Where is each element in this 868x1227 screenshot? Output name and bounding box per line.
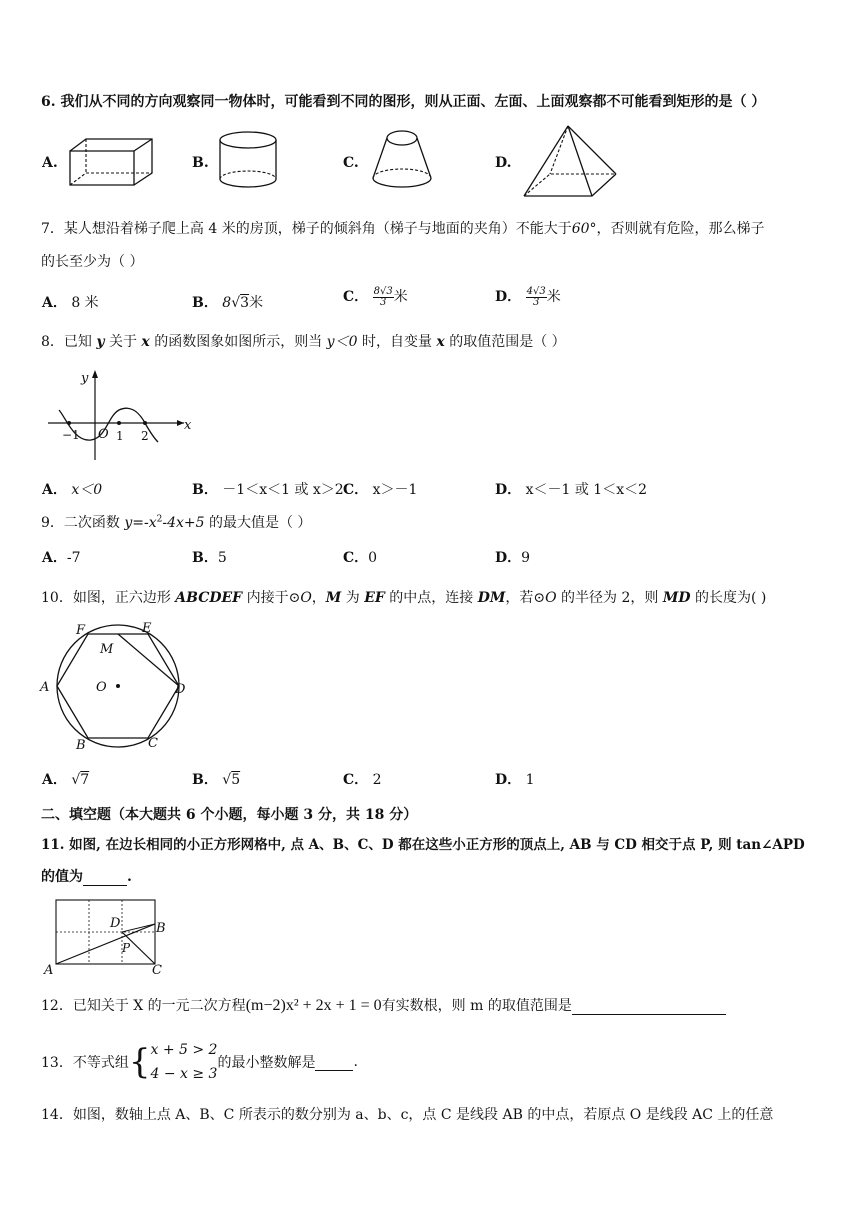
q9-option-d: D．9	[495, 550, 531, 566]
graph-y-label: y	[81, 371, 89, 386]
q6-stem: 6. 我们从不同的方向观察同一物体时，可能看到不同的图形，则从正面、左面、上面观察都不可能看到矩形的是（ ）	[41, 94, 766, 110]
hex-label-c: C	[148, 736, 158, 751]
q6-option-c-label: C.	[343, 155, 359, 171]
q9-option-b: B．5	[192, 550, 227, 566]
q12-answer-blank[interactable]	[572, 998, 726, 1015]
hex-label-d: D	[175, 682, 186, 697]
q8-option-d: D． x＜－1 或 1＜x＜2	[495, 482, 648, 498]
grid-figure	[44, 896, 170, 976]
q9-stem: 9．二次函数 $y=-x^2-4x+5$ 的最大值是（ ）	[41, 514, 312, 531]
cylinder-figure	[218, 131, 282, 191]
q6-option-b-label: B.	[192, 155, 209, 171]
hex-label-b: B	[76, 738, 86, 753]
q10-stem: 10．如图，正六边形 ABCDEF 内接于⊙O，M 为 EF 的中点，连接 DM，若⊙O 的半径为 2，则 MD 的长度为( )	[41, 590, 767, 606]
q7-option-a: A． 8 米	[42, 295, 99, 311]
q8-option-a: A． x＜0	[42, 482, 103, 498]
q7-stem-line2: 的长至少为（ ）	[41, 254, 144, 270]
q9-option-a: A．-7	[42, 550, 81, 566]
grid-label-c: C	[152, 963, 162, 978]
q10-option-c: C． 2	[343, 772, 382, 788]
q13-answer-blank[interactable]	[315, 1054, 353, 1071]
graph-tick-neg1: −1	[62, 428, 80, 442]
q6-option-d-label: D.	[495, 155, 512, 171]
grid-label-a: A	[44, 963, 54, 978]
q7-option-c: C． $\frac{8√3}{3}$ 米	[343, 285, 408, 308]
q11-answer-blank[interactable]	[83, 869, 127, 886]
grid-label-b: B	[156, 921, 166, 936]
hex-label-a: A	[40, 680, 50, 695]
q8-option-b: B． －1＜x＜1 或 x＞2	[192, 482, 344, 498]
frustum-figure	[370, 128, 434, 192]
q10-option-b: B． √5	[192, 772, 241, 788]
q11-stem-line1: 11. 如图, 在边长相同的小正方形网格中, 点 A、B、C、D 都在这些小正方形的顶点上, AB 与 CD 相交于点 P, 则 tan∠APD	[41, 837, 805, 853]
q12-stem: 12．已知关于 X 的一元二次方程(m−2)x² + 2x + 1 = 0有实数根，则 m 的取值范围是	[41, 995, 726, 1015]
q7-option-b: B． 8√3米	[192, 295, 264, 311]
graph-origin-label: O	[98, 427, 109, 442]
section-heading-fill-in: 二、填空题（本大题共 6 个小题，每小题 3 分，共 18 分）	[41, 807, 418, 823]
hex-label-e: E	[142, 621, 152, 636]
hexagon-circle-figure	[38, 618, 194, 752]
q11-stem-line2: 的值为 .	[41, 869, 132, 885]
q10-option-d: D． 1	[495, 772, 535, 788]
graph-tick-2: 2	[141, 429, 149, 443]
q7-stem-line1: 7．某人想沿着梯子爬上高 4 米的房顶，梯子的倾斜角（梯子与地面的夹角）不能大于60°，否则就有危险，那么梯子	[41, 221, 765, 237]
grid-label-p: P	[122, 941, 131, 955]
q13-stem: 13．不等式组{ x + 5 > 2 4 − x ≥ 3 的最小整数解是 .	[41, 1042, 358, 1082]
q8-stem: 8．已知 y 关于 x 的函数图象如图所示，则当 y＜0 时，自变量 x 的取值范围是（ ）	[41, 334, 566, 350]
rectangular-prism-figure	[68, 137, 156, 189]
q9-option-c: C．0	[343, 550, 378, 566]
hex-label-f: F	[76, 623, 86, 638]
q8-option-c: C． x＞－1	[343, 482, 418, 498]
grid-label-d: D	[110, 916, 121, 931]
graph-tick-1: 1	[116, 429, 124, 443]
q6-option-a-label: A.	[42, 155, 58, 171]
q14-stem-line1: 14．如图，数轴上点 A、B、C 所表示的数分别为 a、b、c，点 C 是线段 AB 的中点，若原点 O 是线段 AC 上的任意	[41, 1107, 774, 1123]
q10-option-a: A． √7	[42, 772, 90, 788]
hex-label-m: M	[100, 642, 114, 657]
graph-x-label: x	[184, 418, 192, 433]
function-graph	[46, 366, 196, 462]
square-pyramid-figure	[520, 124, 620, 200]
hex-label-o: O	[96, 680, 107, 695]
q7-option-d: D． $\frac{4√3}{3}$ 米	[495, 285, 561, 308]
